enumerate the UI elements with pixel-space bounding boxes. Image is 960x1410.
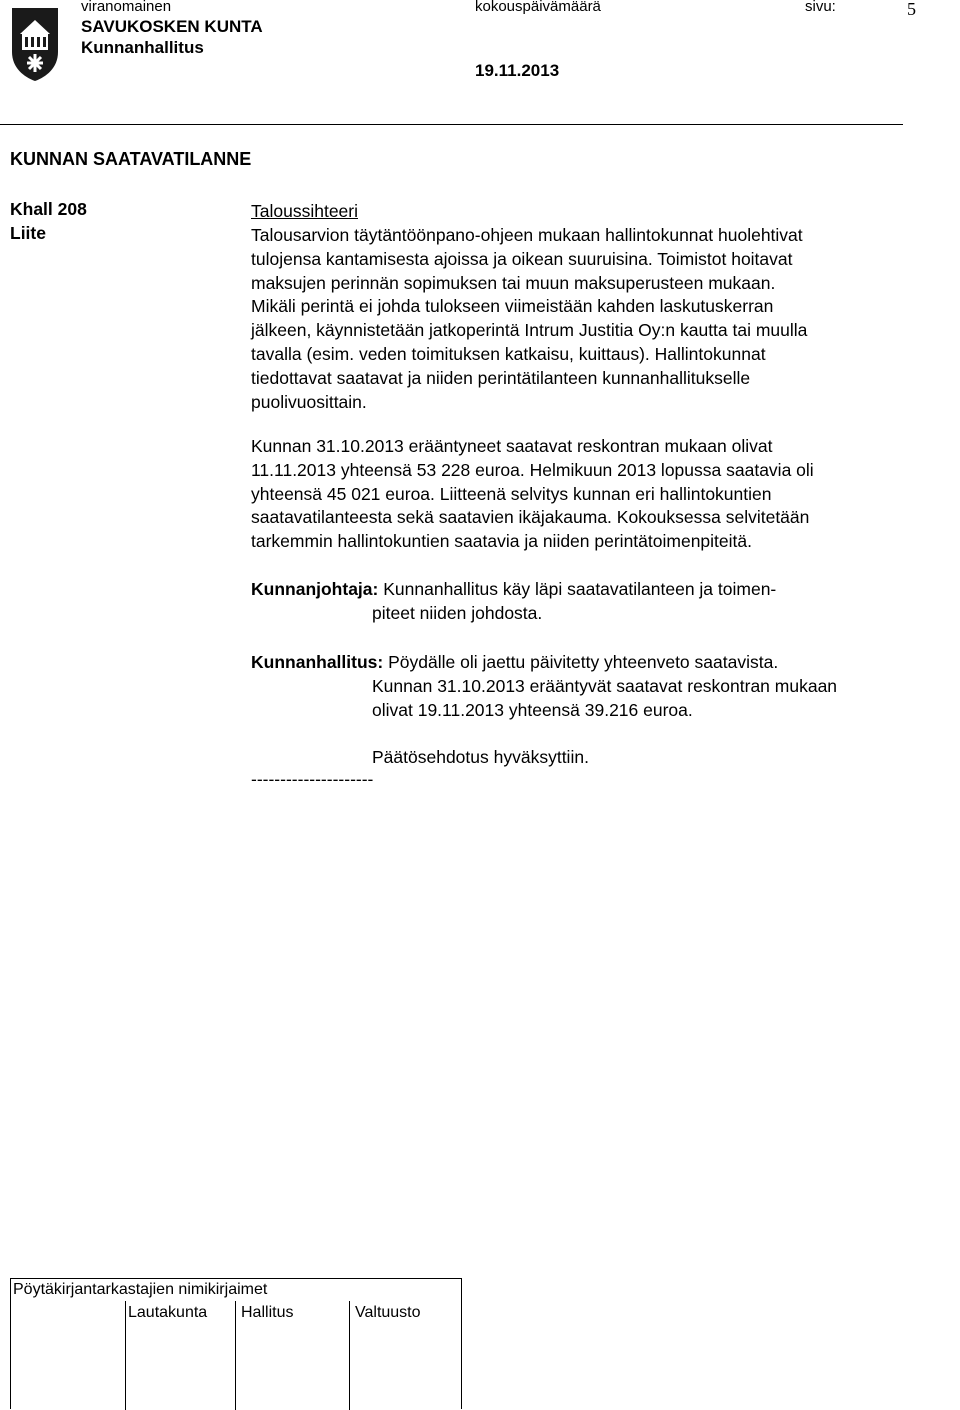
paragraph-background [251,224,941,414]
text-line: tavalla (esim. veden toimituksen katkaisu, kuittaus). Hallintokunnat [251,343,766,364]
page-label: sivu: [805,0,836,15]
text-line: saatavatilanteesta sekä saatavien ikäjakauma. Kokouksessa selvitetään [251,507,810,528]
header-divider [0,124,903,125]
text-line: maksujen perinnän sopimuksen tai muun maksuperusteen mukaan. [251,272,776,293]
body-name: Kunnanhallitus [81,38,204,57]
proposal-text: Kunnanhallitus käy läpi saatavatilanteen ja toimen- [383,579,777,599]
text-line: tiedottavat saatavat ja niiden perintätilanteen kunnanhallitukselle [251,367,751,388]
decision-text-line: olivat 19.11.2013 yhteensä 39.216 euroa. [372,700,693,720]
proposal-block [251,578,776,602]
text-line: jälkeen, käynnistetään jatkoperintä Intrum Justitia Oy:n kautta tai muulla [251,320,808,341]
section-separator: --------------------- [251,769,374,789]
text-line: Mikäli perintä ei johda tulokseen viimeistään kahden laskutuskerran [251,296,774,317]
municipality-name: SAVUKOSKEN KUNTA [81,17,263,36]
decision-block [251,651,778,675]
signature-col-government: Hallitus [241,1304,294,1321]
signature-box-divider [349,1301,350,1410]
signature-box-divider [235,1301,236,1410]
page-number: 5 [907,0,916,19]
text-line: puolivuosittain. [251,391,367,412]
proposal-label: Kunnanjohtaja: [251,579,379,599]
case-number: Khall 208 [10,199,87,219]
text-line: yhteensä 45 021 euroa. Liitteenä selvitys kunnan eri hallintokuntien [251,483,772,504]
text-line: Kunnan 31.10.2013 erääntyneet saatavat reskontran mukaan olivat [251,436,773,456]
section-title: KUNNAN SAATAVATILANNE [10,149,252,169]
signature-box-divider [125,1301,126,1410]
decision-text: Pöydälle oli jaettu päivitetty yhteenveto saatavista. [388,652,779,672]
signature-col-board: Lautakunta [128,1304,208,1321]
signatures-label: Pöytäkirjantarkastajien nimikirjaimet [13,1281,268,1298]
meeting-date-label: kokouspäivämäärä [475,0,601,15]
decision-result: Päätösehdotus hyväksyttiin. [372,747,589,767]
text-line: tulojensa kantamisesta ajoissa ja oikean suuruisina. Toimistot hoitavat [251,248,793,269]
text-line: Talousarvion täytäntöönpano-ohjeen mukaan hallintokunnat huolehtivat [251,225,803,245]
paragraph-receivables [251,435,941,554]
text-line: 11.11.2013 yhteensä 53 228 euroa. Helmikuun 2013 lopussa saatavia oli [251,459,814,480]
authority-label: viranomainen [81,0,172,15]
meeting-date: 19.11.2013 [475,61,560,80]
signature-col-council: Valtuusto [355,1304,421,1321]
attachment-label: Liite [10,223,46,243]
proposal-text-continued: piteet niiden johdosta. [372,603,543,623]
decision-text-line: Kunnan 31.10.2013 erääntyvät saatavat reskontran mukaan [372,676,838,696]
municipal-coat-of-arms [10,6,60,82]
preparer-label: Taloussihteeri [251,201,358,221]
text-line: tarkemmin hallintokuntien saatavia ja niiden perintätoimenpiteitä. [251,531,752,552]
decision-label: Kunnanhallitus: [251,652,384,672]
